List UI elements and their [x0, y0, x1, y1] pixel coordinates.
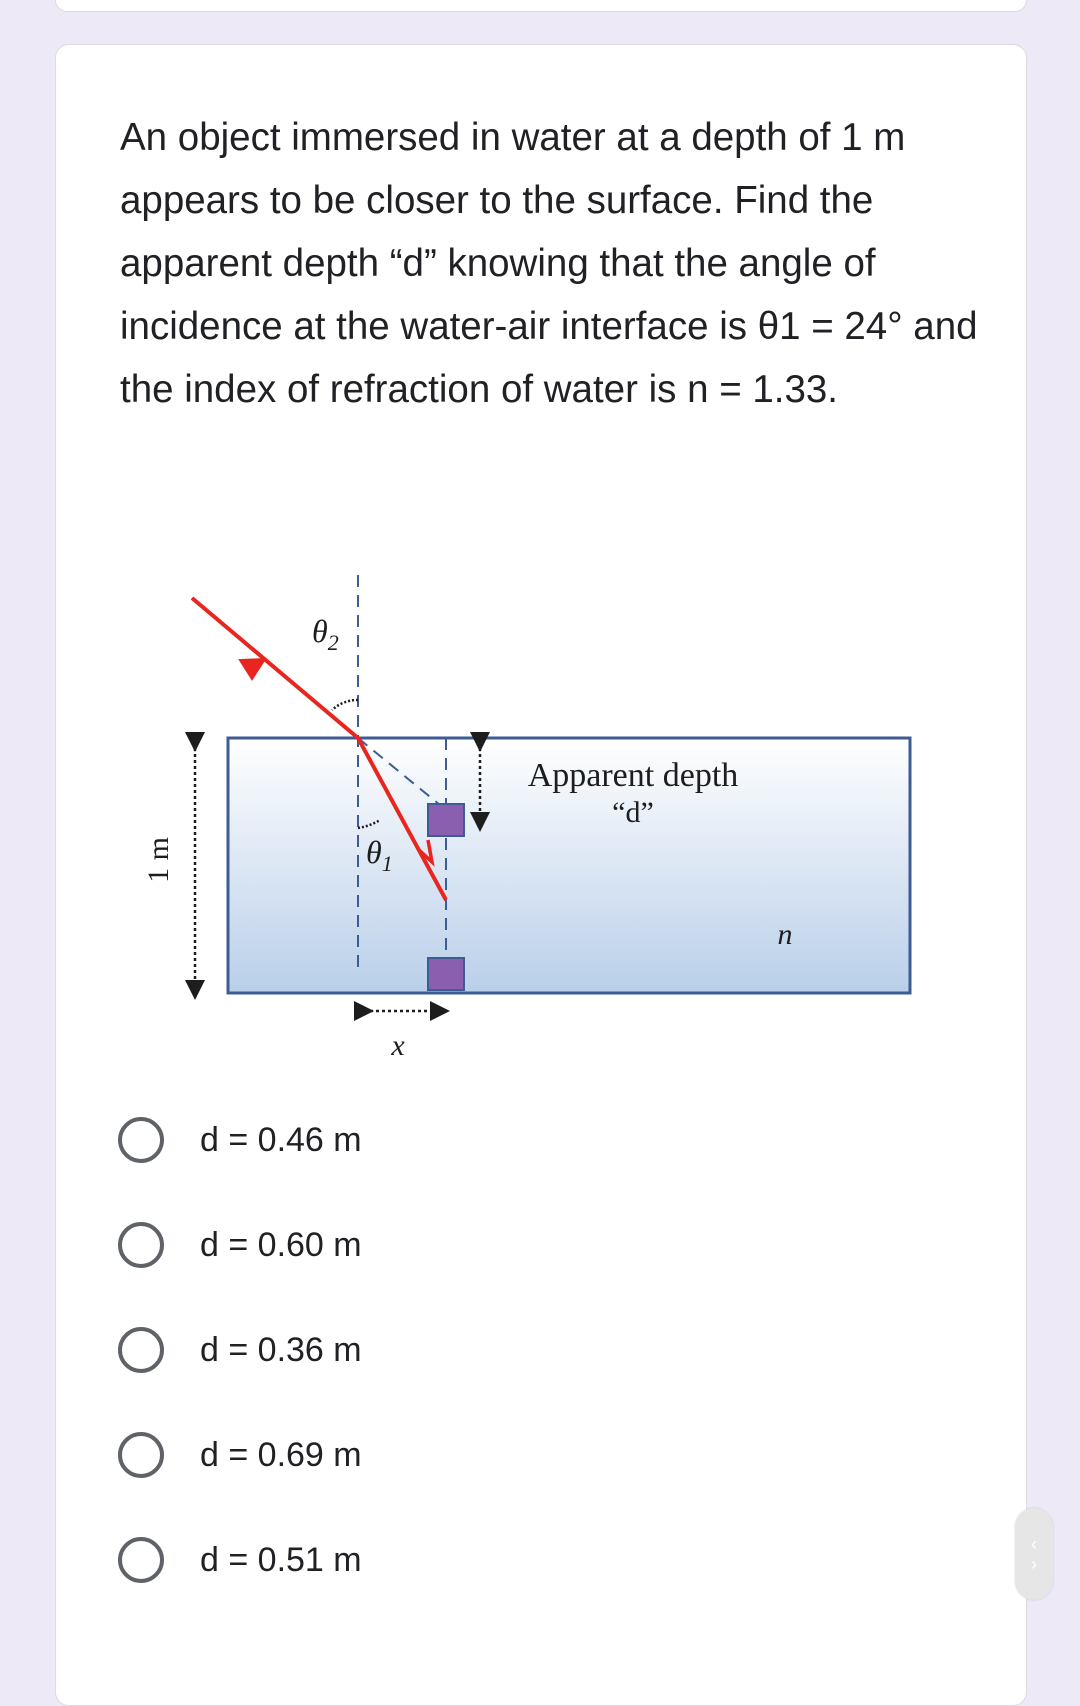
scroll-navigation-button[interactable]	[1015, 1508, 1053, 1600]
option-5[interactable]	[118, 1532, 362, 1588]
theta1-label: $\theta_1$	[366, 834, 393, 876]
option-label: d = 0.46 m	[200, 1120, 362, 1159]
radio-button-icon[interactable]	[118, 1222, 164, 1268]
option-label: d = 0.69 m	[200, 1435, 362, 1474]
theta2-label: $\theta_2$	[312, 613, 339, 655]
apparent-depth-label: Apparent depth	[527, 757, 739, 794]
refraction-diagram	[140, 560, 940, 1080]
option-2[interactable]	[118, 1217, 362, 1273]
option-label: d = 0.51 m	[200, 1540, 362, 1579]
option-label: d = 0.60 m	[200, 1225, 362, 1264]
option-label: d = 0.36 m	[200, 1330, 362, 1369]
radio-button-icon[interactable]	[118, 1117, 164, 1163]
radio-button-icon[interactable]	[118, 1432, 164, 1478]
apparent-object	[428, 804, 464, 836]
theta2-arc	[332, 700, 358, 710]
radio-button-icon[interactable]	[118, 1537, 164, 1583]
previous-question-card	[55, 0, 1027, 12]
option-4[interactable]	[118, 1427, 362, 1483]
option-1[interactable]	[118, 1112, 362, 1168]
radio-button-icon[interactable]	[118, 1327, 164, 1373]
n-label: n	[777, 918, 793, 951]
air-ray-arrowhead	[240, 659, 265, 679]
air-ray	[192, 598, 358, 738]
x-label: x	[391, 1029, 405, 1062]
question-text: An object immersed in water at a depth of 1 m appears to be closer to the surface. Find the apparent depth “d” knowing that the angle of incidence at the water-air interface is θ1 = 24° and the index of refraction of water is n = 1.33.	[120, 116, 978, 411]
chevron-up-icon[interactable]: ‹	[1031, 1534, 1037, 1554]
real-object	[428, 958, 464, 990]
chevron-down-icon[interactable]: ›	[1031, 1554, 1037, 1574]
depth-label: 1 m	[142, 837, 175, 883]
apparent-depth-d-label: “d”	[612, 796, 654, 829]
option-3[interactable]	[118, 1322, 362, 1378]
